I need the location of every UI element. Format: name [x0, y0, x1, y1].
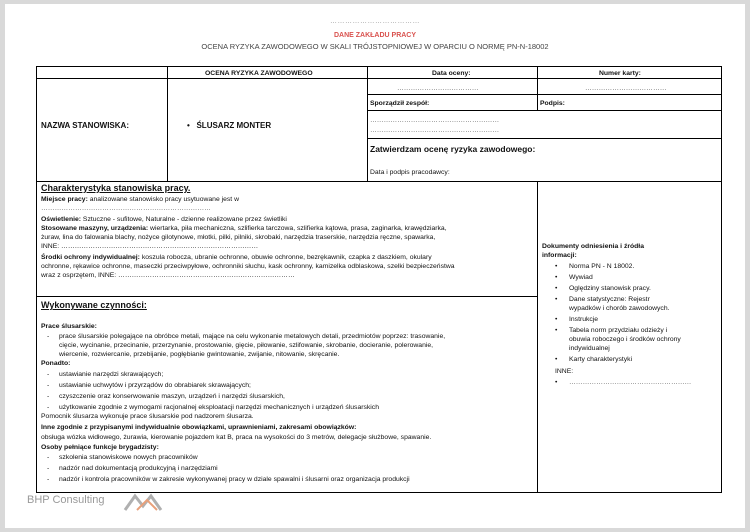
inne-label: Inne zgodnie z przypisanymi indywidualnie obowiązkami, uprawnieniami, zakresami obowiązków: — [41, 424, 357, 431]
prace-line-3: wiercenie, rozwiercanie, przebijanie, pogłębianie gwintowanie, zwijanie, nitowanie, skręcanie. — [59, 351, 340, 358]
dokumenty-title-1: Dokumenty odniesienia i źródła — [542, 243, 644, 250]
dokument-item: Dane statystyczne: Rejestr — [569, 296, 650, 303]
oswietlenie-label: Oświetlenie: — [41, 216, 82, 223]
list-dash: - — [47, 404, 50, 411]
row-line — [367, 110, 721, 111]
prace-label: Prace ślusarskie: — [41, 323, 97, 330]
header-dots: ……………………………… — [330, 18, 420, 25]
row-line — [37, 78, 721, 79]
dokument-item: Karty charakterystyki — [569, 356, 633, 363]
dokument-item: Tabela norm przydziału odzieży i — [569, 327, 668, 334]
row-line — [37, 296, 537, 297]
row-line — [367, 94, 721, 95]
ponadto-label: Ponadto: — [41, 360, 71, 367]
bullet: • — [555, 356, 558, 363]
oswietlenie — [41, 215, 287, 224]
prace-dash: - — [47, 333, 50, 340]
pomocnik-text: Pomocnik ślusarza wykonuje prace ślusarskie pod nadzorem ślusarza. — [41, 413, 254, 420]
col-line — [367, 67, 368, 181]
stanowisko-text: ŚLUSARZ MONTER — [196, 121, 272, 130]
charakterystyka-title: Charakterystyka stanowiska pracy. — [41, 183, 191, 193]
maszyny-label: Stosowane maszyny, urządzenia: — [41, 225, 149, 232]
nazwa-stanowiska-label: NAZWA STANOWISKA: — [41, 121, 129, 130]
podpis-label: Podpis: — [540, 100, 565, 107]
company-logo-text: BHP Consulting — [27, 494, 105, 506]
ponadto-item: czyszczenie oraz konserwowanie maszyn, urządzeń i narzędzi ślusarskich, — [59, 393, 285, 400]
ponadto-item: ustawianie uchwytów i przyrządów do obrabiarek skrawających; — [59, 382, 251, 389]
srodki-line-2: ochronne, rękawice ochronne, maseczki przeciwpyłowe, ochronniki słuchu, kask ochronny, kamizelka odblaskowa, szelki bezpieczeństwa — [41, 263, 455, 270]
maszyny-line-1 — [41, 224, 447, 233]
row-line — [367, 138, 721, 139]
list-dash: - — [47, 476, 50, 483]
dokument-item: wypadków i chorób zawodowych. — [569, 305, 670, 312]
sporzadzil-label: Sporządził zespół: — [370, 100, 430, 107]
dokument-item: indywidualnej — [569, 345, 610, 352]
col-header-karta: Numer karty: — [599, 70, 641, 77]
maszyny-line-2: żuraw, lina do falowania blachy, nożyce gilotynowe, młotki, pilki, pilniki, skrobaki, narzędzia traserskie, narzędzia ręczne, spawarka, — [41, 234, 436, 241]
dokument-item: obuwia roboczego i środków ochrony — [569, 336, 681, 343]
list-dash: - — [47, 371, 50, 378]
document-subtitle: OCENA RYZYKA ZAWODOWEGO W SKALI TRÓJSTOPNIOWEJ W OPARCIU O NORMĘ PN-N-18002 — [201, 42, 549, 51]
prace-line-2: cięcie, wycinanie, przecinanie, przerzynanie, prostowanie, gięcie, piłowanie, szlifowanie, skrobanie, docieranie, polerowanie, — [59, 342, 434, 349]
brygadzista-item: szkolenia stanowiskowe nowych pracowników — [59, 454, 198, 461]
ponadto-item: ustawianie narzędzi skrawających; — [59, 371, 164, 378]
bullet: • — [555, 274, 558, 281]
zespol-dots-2: ………………………………………………… — [370, 127, 500, 134]
prace-line-1: prace ślusarskie polegające na obróbce metali, mające na celu wykonanie metalowych detali, przedmiotów poprzez: trasowanie, — [59, 333, 446, 340]
list-dash: - — [47, 382, 50, 389]
bullet: • — [555, 296, 558, 303]
col-line — [167, 67, 168, 181]
srodki-line-1 — [41, 253, 432, 262]
ponadto-item: użytkowanie zgodnie z wymogami racjonalnej eksploatacji narzędzi mechanicznych i urządzeń ślusarskich — [59, 404, 379, 411]
col-line — [537, 67, 538, 110]
col-header-ocena: OCENA RYZYKA ZAWODOWEGO — [205, 70, 313, 77]
dokument-item: Norma PN - N 18002. — [569, 263, 635, 270]
zespol-dots-1: ………………………………………………… — [370, 117, 500, 124]
bullet: • — [187, 121, 197, 130]
dokumenty-inne-dots: ……………………………………………… — [569, 379, 692, 386]
maszyny-line-3: INNE: …………………………………………………………………………… — [41, 243, 259, 250]
brygadzista-item: nadzór i kontrola pracowników w zakresie wykonywanej pracy w dziale spawalni i ślusarni oraz organizacja produkcji — [59, 476, 410, 483]
company-logo-icon — [123, 492, 163, 512]
list-dash: - — [47, 465, 50, 472]
zatwierdzam-label: Zatwierdzam ocenę ryzyka zawodowego: — [370, 144, 536, 154]
col-line — [537, 181, 538, 492]
data-podpis-label: Data i podpis pracodawcy: — [370, 169, 450, 176]
brygadzista-label: Osoby pełniące funkcje brygadzisty: — [41, 444, 159, 451]
brygadzista-item: nadzór nad dokumentacją produkcyjną i narzędziami — [59, 465, 218, 472]
bullet: • — [555, 285, 558, 292]
dokument-item: Instrukcje — [569, 316, 599, 323]
company-name: DANE ZAKŁADU PRACY — [333, 32, 417, 39]
risk-assessment-table — [36, 66, 722, 493]
miejsce-pracy — [41, 195, 239, 204]
czynnosci-title: Wykonywane czynności: — [41, 300, 147, 310]
dokumenty-inne: INNE: — [555, 368, 574, 375]
bullet: • — [555, 316, 558, 323]
srodki-label: Środki ochrony indywidualnej: — [41, 254, 140, 261]
bullet: • — [555, 327, 558, 334]
oswietlenie-text: Sztuczne - sufitowe, Naturalne - dzienne realizowane przez świetliki — [81, 216, 287, 223]
miejsce-text: analizowane stanowisko pracy usytuowane jest w — [87, 196, 239, 203]
list-dash: - — [47, 393, 50, 400]
stanowisko-name — [187, 121, 271, 130]
srodki-line-3: wraz z osprzętem, INNE: …………………………………………………………………… — [41, 272, 295, 279]
document-page — [5, 4, 745, 528]
dokument-item: Wywiad — [569, 274, 593, 281]
bullet: • — [555, 379, 558, 386]
dokument-item: Oględziny stanowisk pracy. — [569, 285, 651, 292]
data-oceny-dots: ……………………………… — [397, 85, 479, 92]
miejsce-dots: ………………………………………………………………… — [41, 205, 211, 212]
numer-karty-dots: ……………………………… — [585, 85, 667, 92]
maszyny-text-1: wiertarka, piła mechaniczna, szlifierka tarczowa, szlifierka kątowa, prasa, zaginarka, krawędziarka, — [148, 225, 447, 232]
col-header-data: Data oceny: — [432, 70, 471, 77]
inne-text: obsługa wózka widłowego, żurawia, kierowanie pojazdem kat B, praca na wysokości do 3 metrów, delegacje służbowe, spawanie. — [41, 434, 432, 441]
dokumenty-title-2: informacji: — [542, 252, 577, 259]
bullet: • — [555, 263, 558, 270]
row-line — [37, 181, 721, 182]
miejsce-label: Miejsce pracy: — [41, 196, 88, 203]
list-dash: - — [47, 454, 50, 461]
srodki-text-1: koszula robocza, ubranie ochronne, obuwie ochronne, bezrękawnik, czapka z daszkiem, okulary — [139, 254, 432, 261]
